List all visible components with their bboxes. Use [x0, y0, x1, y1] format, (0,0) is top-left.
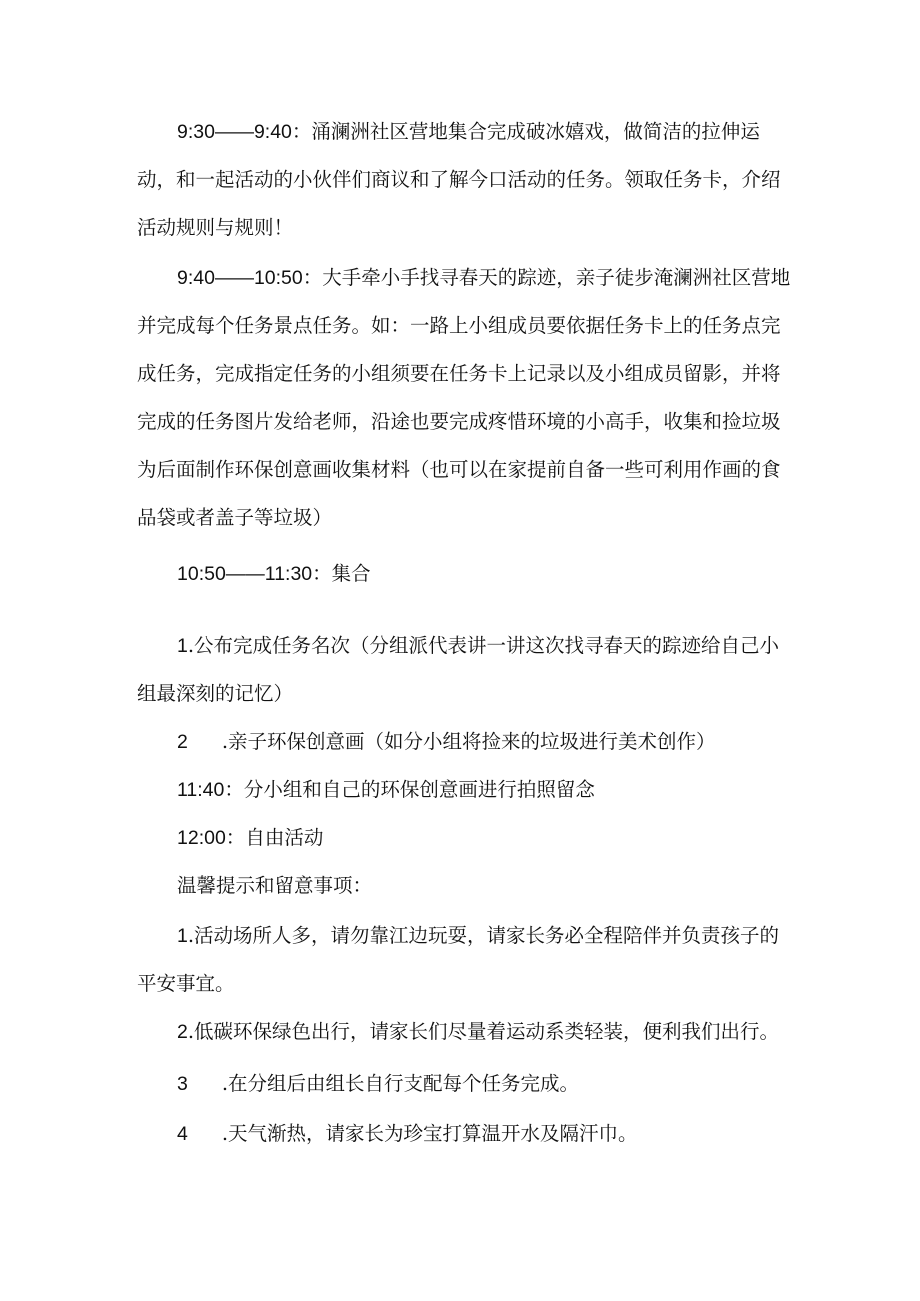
- time-label: 12:00：: [177, 827, 246, 849]
- note-item: [137, 912, 792, 1008]
- paragraph-text: 大手牵小手找寻春天的踪迹，亲子徒步淹澜洲社区营地并完成每个任务景点任务。如：一路上小组成员要依据任务卡上的任务点完成任务，完成指定任务的小组须要在任务卡上记录以及小组成员留影，并将完成的任务图片发给老师，沿途也要完成疼惜环境的小高手，收集和捡垃圾为后面制作环保创意画收集材料（也可以在家提前自备一些可利用作画的食品袋或者盖子等垃圾）: [137, 266, 791, 529]
- schedule-line: [137, 814, 792, 862]
- item-text: .在分组后由组长自行支配每个任务完成。: [221, 1072, 580, 1095]
- list-item: [137, 622, 792, 718]
- note-item: [137, 1060, 792, 1108]
- line-text: 分小组和自己的环保创意画进行拍照留念: [243, 778, 595, 801]
- item-text: .公布完成任务名次（分组派代表讲一讲这次找寻春天的踪迹给自己小组最深刻的记忆）: [137, 634, 780, 705]
- note-item: [137, 1008, 792, 1056]
- paragraph-text: 涌澜洲社区营地集合完成破冰嬉戏，做简洁的拉伸运动，和一起活动的小伙伴们商议和了解今口活动的任务。领取任务卡，介绍活动规则与规则！: [137, 120, 781, 239]
- schedule-line: [137, 766, 792, 814]
- time-range: 9:40——10:50：: [177, 267, 323, 289]
- item-number: 4: [177, 1123, 188, 1145]
- schedule-paragraph: [137, 550, 792, 598]
- item-text: .低碳环保绿色出行，请家长们尽量着运动系类轻装，便利我们出行。: [187, 1020, 780, 1043]
- item-number: 3: [177, 1073, 188, 1095]
- item-number: 2: [177, 731, 188, 753]
- note-item: [137, 1110, 792, 1158]
- item-number: 1: [177, 635, 188, 657]
- item-text: .亲子环保创意画（如分小组将捡来的垃圾进行美术创作）: [221, 730, 716, 753]
- time-range: 9:30——9:40：: [177, 121, 312, 143]
- schedule-paragraph: [137, 108, 792, 252]
- notes-heading: 温馨提示和留意事项：: [177, 874, 373, 897]
- item-text: .活动场所人多，请勿靠江边玩耍，请家长务必全程陪伴并负责孩子的平安事宜。: [137, 924, 780, 995]
- list-item: [137, 718, 792, 766]
- item-text: .天气渐热，请家长为珍宝打算温开水及隔汗巾。: [221, 1122, 638, 1145]
- time-label: 11:40：: [177, 779, 244, 801]
- time-range: 10:50——11:30：: [177, 563, 332, 585]
- line-text: 自由活动: [245, 826, 324, 849]
- item-number: 1: [177, 925, 188, 947]
- item-number: 2: [177, 1021, 188, 1043]
- paragraph-text: 集合: [331, 562, 371, 585]
- schedule-paragraph: [137, 254, 792, 542]
